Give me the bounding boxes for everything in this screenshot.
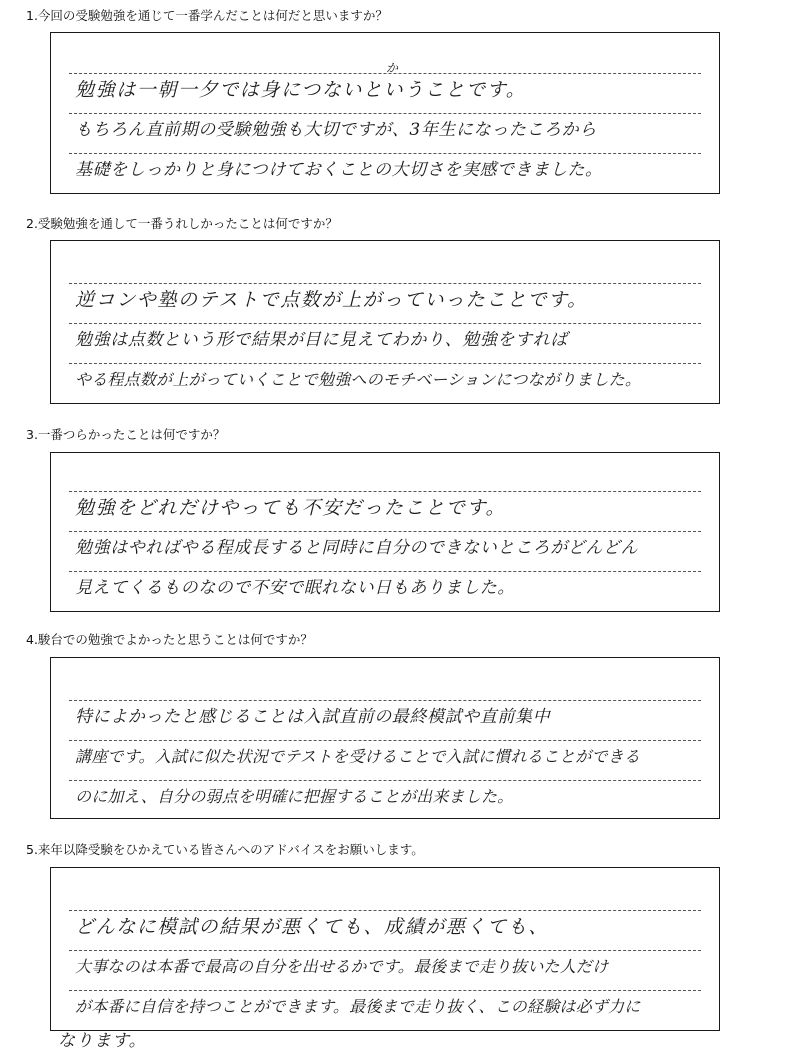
ruled-line: [69, 283, 701, 284]
ruled-line: [69, 491, 701, 492]
ruled-line: [69, 571, 701, 572]
answer-3-line-2: 勉強はやればやる程成長すると同時に自分のできないところがどんどん: [75, 538, 639, 558]
answer-2-line-3: やる程点数が上がっていくことで勉強へのモチベーションにつながりました。: [75, 370, 642, 389]
ruled-line: [69, 700, 701, 701]
ruled-line: [69, 910, 701, 911]
ruled-line: [69, 950, 701, 951]
answer-1-line-2: もちろん直前期の受験勉強も大切ですが、3年生になったころから: [75, 120, 597, 140]
question-2-label: 2.受験勉強を通して一番うれしかったことは何ですか？: [26, 216, 338, 231]
answer-box-4: [50, 657, 720, 819]
answer-5-line-2: 大事なのは本番で最高の自分を出せるかです。最後まで走り抜いた人だけ: [75, 957, 609, 976]
answer-box-3: [50, 452, 720, 612]
answer-1-line-1: [75, 78, 713, 102]
answer-3-line-1: 勉強をどれだけやっても不安だったことです。: [75, 497, 507, 519]
answer-4-line-2: 講座です。入試に似た状況でテストを受けることで入試に慣れることができる: [75, 747, 641, 766]
ruled-line: [69, 73, 701, 74]
answer-5-line-3: が本番に自信を持つことができます。最後まで走り抜く、この経験は必ず力に: [75, 997, 641, 1016]
ruled-line: [69, 113, 701, 114]
answer-box-1: [50, 32, 720, 194]
ruled-line: [69, 323, 701, 324]
answer-box-2: [50, 240, 720, 404]
ruled-line: [69, 153, 701, 154]
question-1-label: 1.今回の受験勉強を通じて一番学んだことは何だと思いますか？: [26, 8, 388, 23]
ruled-line: [69, 990, 701, 991]
question-4-label: 4.駿台での勉強でよかったと思うことは何ですか？: [26, 632, 313, 647]
answer-3-line-3: 見えてくるものなので不安で眠れない日もありました。: [75, 578, 515, 598]
answer-1-line-1-start: 勉強は一朝一夕では身につ: [75, 79, 322, 101]
ruled-line: [69, 740, 701, 741]
ruled-line: [69, 780, 701, 781]
question-3-label: 3.一番つらかったことは何ですか？: [26, 427, 226, 442]
answer-2-line-1: 逆コンや塾のテストで点数が上がっていったことです。: [75, 289, 588, 311]
furigana-annotation: か: [386, 61, 399, 75]
answer-4-line-3: のに加え、自分の弱点を明確に把握することが出来ました。: [75, 787, 514, 806]
ruled-line: [69, 363, 701, 364]
ruled-line: [69, 531, 701, 532]
answer-box-5: [50, 867, 720, 1031]
answer-5-line-1: どんなに模試の結果が悪くても、成績が悪くても、: [75, 916, 549, 938]
answer-1-line-1-end: ないということです。: [321, 79, 527, 101]
question-5-label: 5.来年以降受験をひかえている皆さんへのアドバイスをお願いします。: [26, 842, 424, 857]
answer-4-line-1: 特によかったと感じることは入試直前の最終模試や直前集中: [75, 707, 551, 727]
answer-2-line-2: 勉強は点数という形で結果が目に見えてわかり、勉強をすれば: [75, 330, 568, 350]
answer-5-overflow-line: なります。: [58, 1031, 147, 1051]
answer-1-line-3: 基礎をしっかりと身につけておくことの大切さを実感できました。: [75, 160, 603, 180]
